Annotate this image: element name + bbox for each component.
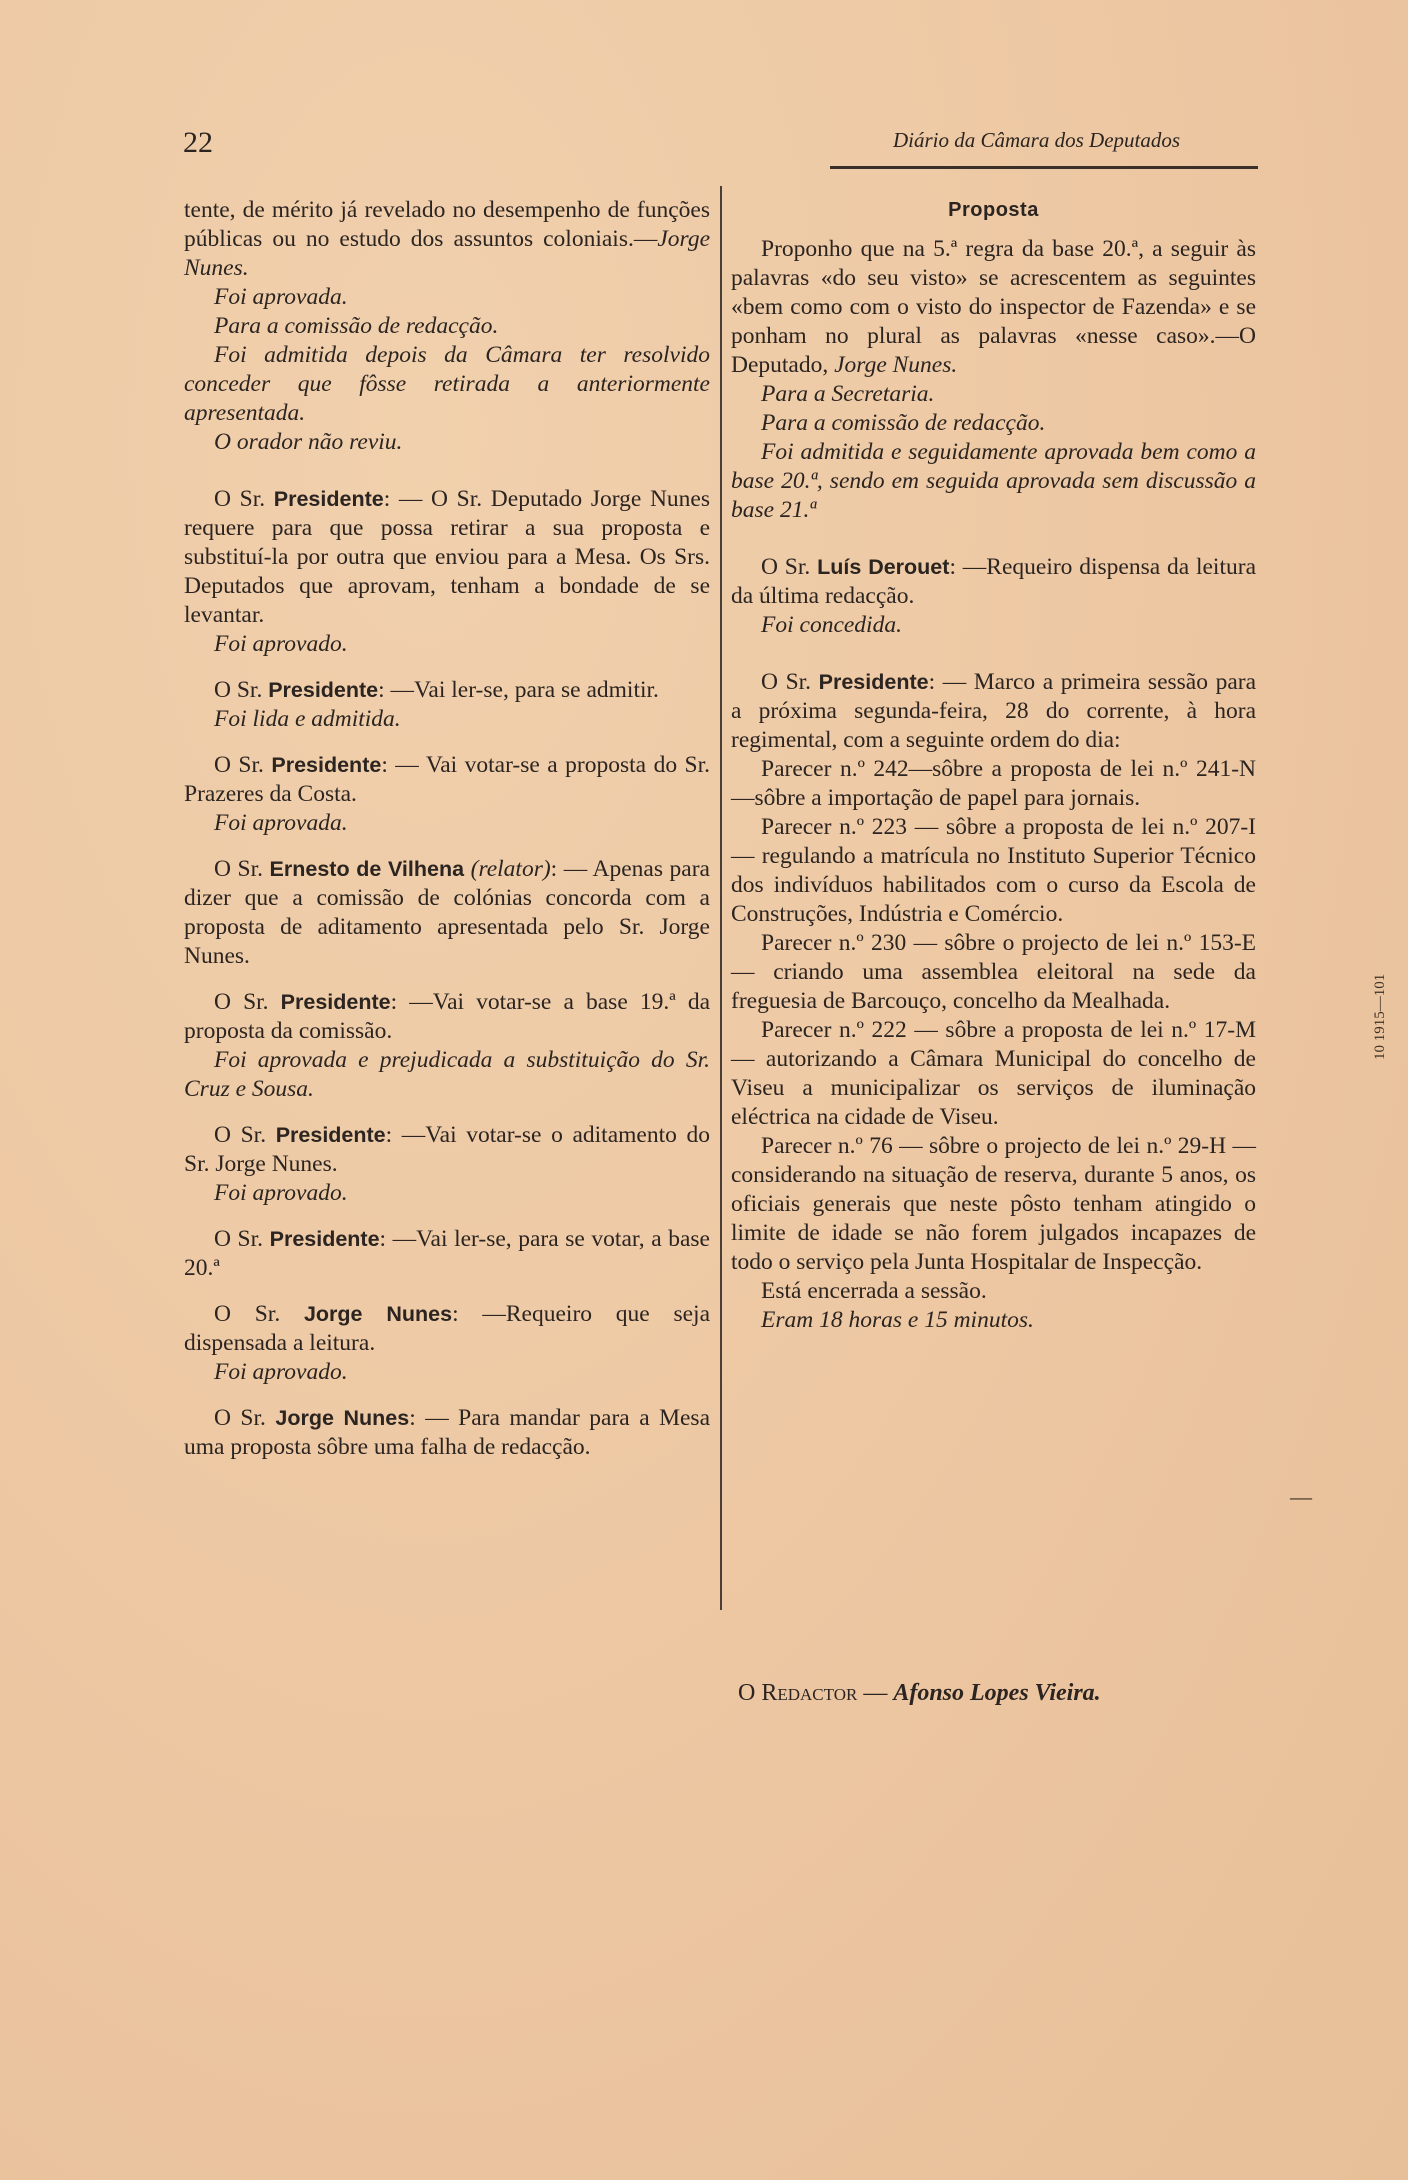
speech-block: O Sr. Presidente: — Vai votar-se a proposta do Sr. Prazeres da Costa. bbox=[184, 752, 711, 807]
result: Foi concedida. bbox=[761, 612, 902, 638]
redactor-signature: O Redactor — Afonso Lopes Vieira. bbox=[738, 1680, 1101, 1706]
margin-dash: — bbox=[1290, 1484, 1312, 1509]
speech-block: O Sr. Presidente: —Vai ler-se, para se admitir. bbox=[214, 677, 659, 703]
paragraph: tente, de mérito já revelado no desempenho de funções públicas ou no estudo dos assuntos coloniais.—Jorge Nunes. bbox=[184, 197, 710, 281]
paragraph: Foi aprovada. bbox=[214, 284, 348, 310]
closing-line: Está encerrada a sessão. bbox=[761, 1278, 987, 1304]
page-number: 22 bbox=[183, 126, 213, 159]
proposal-text: Proponho que na 5.ª regra da base 20.ª, a seguir às palavras «do seu visto» se acrescentem as seguintes «bem como com o visto do inspector de Fazenda» e se ponham no plural as palavras «nesse caso».—O Deputado, Jorge Nunes. bbox=[731, 236, 1256, 378]
agenda-item: Parecer n.º 223 — sôbre a proposta de lei n.º 207-I — regulando a matrícula no Instituto Superior Técnico dos indivíduos habilitados com o curso da Escola de Construções, Indústria e Comércio. bbox=[731, 814, 1256, 927]
paragraph: Para a comissão de redacção. bbox=[214, 313, 499, 339]
result: Foi lida e admitida. bbox=[214, 706, 401, 732]
agenda-item: Parecer n.º 242—sôbre a proposta de lei n.º 241-N—sôbre a importação de papel para jornais. bbox=[731, 756, 1256, 811]
closing-time: Eram 18 horas e 15 minutos. bbox=[761, 1307, 1034, 1333]
speech-block: O Sr. Presidente: —Vai ler-se, para se votar, a base 20.ª bbox=[184, 1226, 710, 1281]
left-column bbox=[184, 196, 710, 1462]
section-heading: Proposta bbox=[948, 199, 1039, 221]
speech-block: O Sr. Presidente: — O Sr. Deputado Jorge Nunes requere para que possa retirar a sua proposta e substituí-la por outra que enviou para a Mesa. Os Srs. Deputados que aprovam, tenham a bondade de se levantar. bbox=[184, 486, 710, 628]
speech-block: O Sr. Presidente: — Marco a primeira sessão para a próxima segunda-feira, 28 do corrente, à hora regimental, com a seguinte ordem do dia: bbox=[731, 669, 1257, 753]
speech-block: O Sr. Jorge Nunes: —Requeiro que seja dispensada a leitura. bbox=[184, 1301, 711, 1356]
agenda-item: Parecer n.º 222 — sôbre a proposta de lei n.º 17-M — autorizando a Câmara Municipal do concelho de Viseu a municipalizar os serviços de iluminação eléctrica na cidade de Viseu. bbox=[731, 1017, 1256, 1130]
paragraph: Para a Secretaria. bbox=[761, 381, 935, 407]
result: Foi aprovada. bbox=[214, 810, 348, 836]
paragraph: Foi admitida depois da Câmara ter resolvido conceder que fôsse retirada a anteriormente apresentada. bbox=[184, 342, 710, 426]
speech-block: O Sr. Presidente: —Vai votar-se o aditamento do Sr. Jorge Nunes. bbox=[184, 1122, 710, 1177]
paragraph: Para a comissão de redacção. bbox=[761, 410, 1046, 436]
agenda-item: Parecer n.º 230 — sôbre o projecto de lei n.º 153-E — criando uma assemblea eleitoral na sede da freguesia de Barcouço, concelho da Mealhada. bbox=[731, 930, 1256, 1014]
agenda-item: Parecer n.º 76 — sôbre o projecto de lei n.º 29-H — considerando na situação de reserva, durante 5 anos, os oficiais generais que neste pôsto tenham atingido o limite de idade se não forem julgados incapazes de todo o serviço pela Junta Hospitalar de Inspecção. bbox=[731, 1133, 1256, 1275]
paragraph: Foi admitida e seguidamente aprovada bem como a base 20.ª, sendo em seguida aprovada sem discussão a base 21.ª bbox=[731, 439, 1256, 523]
speech-block: O Sr. Ernesto de Vilhena (relator): — Apenas para dizer que a comissão de colónias concorda com a proposta de aditamento apresentada pelo Sr. Jorge Nunes. bbox=[184, 856, 710, 969]
running-header: Diário da Câmara dos Deputados bbox=[893, 128, 1181, 152]
result: Foi aprovado. bbox=[214, 1359, 348, 1385]
result: Foi aprovada e prejudicada a substituição do Sr. Cruz e Sousa. bbox=[184, 1047, 710, 1102]
paragraph: O orador não reviu. bbox=[214, 429, 403, 455]
result: Foi aprovado. bbox=[214, 1180, 348, 1206]
speech-block: O Sr. Luís Derouet: —Requeiro dispensa da leitura da última redacção. bbox=[731, 554, 1256, 609]
column-divider bbox=[720, 186, 722, 1610]
speech-block: O Sr. Jorge Nunes: — Para mandar para a Mesa uma proposta sôbre uma falha de redacção. bbox=[184, 1405, 710, 1460]
right-column bbox=[731, 196, 1256, 1335]
header-rule bbox=[830, 166, 1258, 169]
speech-block: O Sr. Presidente: —Vai votar-se a base 19.ª da proposta da comissão. bbox=[184, 989, 710, 1044]
result: Foi aprovado. bbox=[214, 631, 348, 657]
margin-stamp: 10 1915—101 bbox=[1372, 973, 1388, 1060]
